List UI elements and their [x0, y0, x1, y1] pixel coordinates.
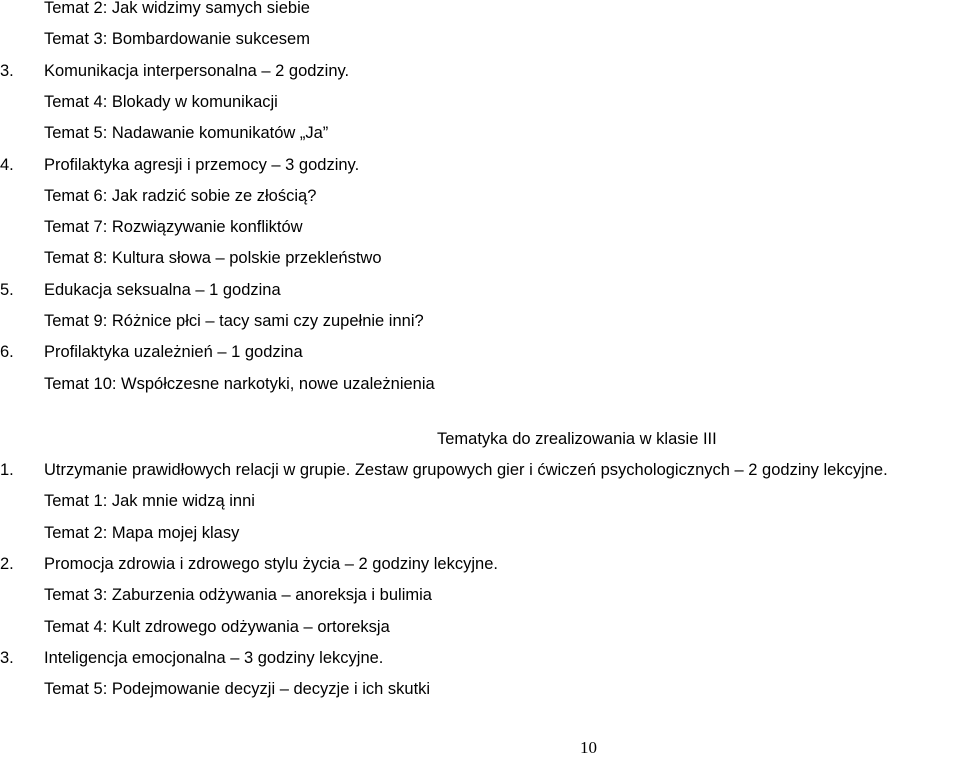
item-number: 3.	[0, 648, 14, 667]
topic-text: Temat 3: Bombardowanie sukcesem	[44, 30, 310, 49]
page-number: 10	[580, 738, 597, 757]
topic-text: Temat 3: Zaburzenia odżywania – anoreksja i bulimia	[44, 586, 432, 605]
topic-text: Temat 10: Współczesne narkotyki, nowe uzależnienia	[44, 374, 435, 393]
topic-text: Temat 4: Kult zdrowego odżywania – ortoreksja	[44, 617, 390, 636]
item-text: Promocja zdrowia i zdrowego stylu życia – 2 godziny lekcyjne.	[44, 554, 498, 573]
topic-text: Temat 9: Różnice płci – tacy sami czy zupełnie inni?	[44, 312, 424, 330]
item-text: Inteligencja emocjonalna – 3 godziny lekcyjne.	[44, 648, 384, 667]
topic-text: Temat 5: Podejmowanie decyzji – decyzje i ich skutki	[44, 680, 431, 699]
item-text: Utrzymanie prawidłowych relacji w grupie. Zestaw grupowych gier i ćwiczeń psychologicznych – 2 godziny lekcyjne.	[44, 461, 888, 479]
topic-text: Temat 8: Kultura słowa – polskie przekleństwo	[44, 249, 382, 268]
item-number: 1.	[0, 461, 14, 479]
topic-text: Temat 5: Nadawanie komunikatów „Ja”	[44, 124, 329, 143]
item-number: 6.	[0, 343, 14, 362]
item-text: Edukacja seksualna – 1 godzina	[44, 280, 281, 299]
topic-text: Temat 6: Jak radzić sobie ze złością?	[44, 186, 317, 205]
item-text: Komunikacja interpersonalna – 2 godziny.	[44, 61, 350, 80]
topic-text: Temat 4: Blokady w komunikacji	[44, 92, 278, 111]
item-number: 2.	[0, 554, 14, 573]
topic-text: Temat 2: Mapa mojej klasy	[44, 523, 240, 542]
topic-text: Temat 1: Jak mnie widzą inni	[44, 492, 255, 511]
item-number: 3.	[0, 61, 14, 80]
class-heading: Tematyka do zrealizowania w klasie III	[437, 430, 717, 448]
item-number: 4.	[0, 155, 14, 174]
topic-text: Temat 2: Jak widzimy samych siebie	[44, 0, 310, 17]
item-number: 5.	[0, 280, 14, 299]
item-text: Profilaktyka agresji i przemocy – 3 godziny.	[44, 155, 360, 174]
item-text: Profilaktyka uzależnień – 1 godzina	[44, 343, 303, 362]
topic-text: Temat 7: Rozwiązywanie konfliktów	[44, 218, 303, 237]
